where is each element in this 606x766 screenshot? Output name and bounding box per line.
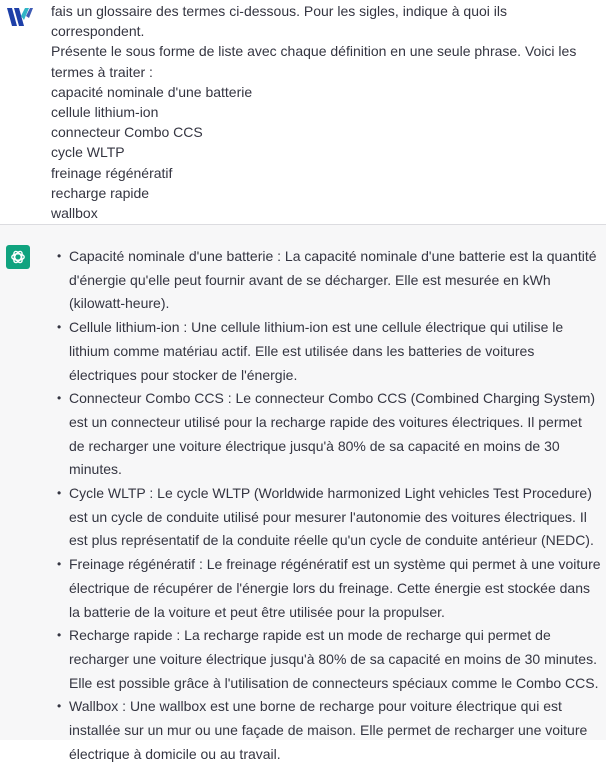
glossary-item-cycle-wltp bbox=[57, 482, 601, 553]
assistant-avatar-openai-logo-icon bbox=[6, 245, 30, 269]
bullet-marker: • bbox=[57, 557, 62, 572]
glossary-list bbox=[57, 245, 601, 766]
glossary-item-text: Cellule lithium-ion : Une cellule lithium-ion est une cellule électrique qui utilise le lithium comme matériau actif. Elle est utilisée dans les batteries de voitures électriques pour stocker de l'énergie. bbox=[69, 319, 564, 383]
glossary-item-text: Recharge rapide : La recharge rapide est un mode de recharge qui permet de recharger une voiture électrique jusqu'à 80% de sa capacité en moins de 30 minutes. Elle est possible grâce à l'utilisation de connecteurs spéciaux comme le Combo CCS. bbox=[69, 627, 599, 691]
openai-logo-icon bbox=[10, 249, 26, 265]
glossary-item-text: Wallbox : Une wallbox est une borne de recharge pour voiture électrique qui est installée sur un mur ou une façade de maison. Elle permet de recharger une voiture électrique à domicile ou au travail. bbox=[69, 698, 588, 762]
glossary-item-text: Connecteur Combo CCS : Le connecteur Combo CCS (Combined Charging System) est un connecteur utilisé pour la recharge rapide des voitures électriques. Il permet de recharger une voiture électrique jusqu'à 80% de sa capacité en moins de 30 minutes. bbox=[69, 390, 596, 478]
bullet-marker: • bbox=[57, 486, 62, 501]
glossary-item-text: Freinage régénératif : Le freinage régénératif est un système qui permet à une voiture électrique de récupérer de l'énergie lors du freinage. Cette énergie est stockée dans la batterie de la voiture et peut être utilisée pour la propulser. bbox=[69, 556, 601, 620]
bullet-marker: • bbox=[57, 249, 62, 263]
glossary-item-text: Capacité nominale d'une batterie : La capacité nominale d'une batterie est la quantité d'énergie qu'elle peut fournir avant de se décharger. Elle est mesurée en kWh (kilowatt-heure). bbox=[69, 248, 597, 312]
glossary-item-wallbox bbox=[57, 695, 601, 766]
user-message bbox=[0, 0, 606, 225]
glossary-item-recharge-rapide bbox=[57, 624, 601, 695]
bullet-marker: • bbox=[57, 628, 62, 643]
user-avatar-w-logo-icon bbox=[7, 4, 33, 30]
bullet-marker: • bbox=[57, 320, 62, 335]
glossary-item-text: Cycle WLTP : Le cycle WLTP (Worldwide harmonized Light vehicles Test Procedure) est un cycle de conduite utilisé pour mesurer l'autonomie des voitures électriques. Il est plus représentatif de la conduite réelle qu'un cycle de conduite antérieur (NEDC). bbox=[69, 485, 594, 549]
assistant-message bbox=[0, 225, 606, 762]
glossary-item-cellule-lithium-ion bbox=[57, 316, 601, 387]
glossary-item-connecteur-combo-ccs bbox=[57, 387, 601, 482]
glossary-item-freinage-regeneratif bbox=[57, 553, 601, 624]
bullet-marker: • bbox=[57, 699, 62, 714]
bullet-marker: • bbox=[57, 391, 62, 406]
user-message-text: fais un glossaire des termes ci-dessous. Pour les sigles, indique à quoi ils correspondent. Présente le sous forme de liste avec chaque définition en une seule phrase. Voici les termes à traiter : capacité nominale d'une batterie cellule lithium-ion connecteur Combo CCS cycle WLTP freinage régénératif recharge rapide wallbox bbox=[51, 3, 577, 222]
glossary-item-capacite-nominale bbox=[57, 245, 601, 316]
